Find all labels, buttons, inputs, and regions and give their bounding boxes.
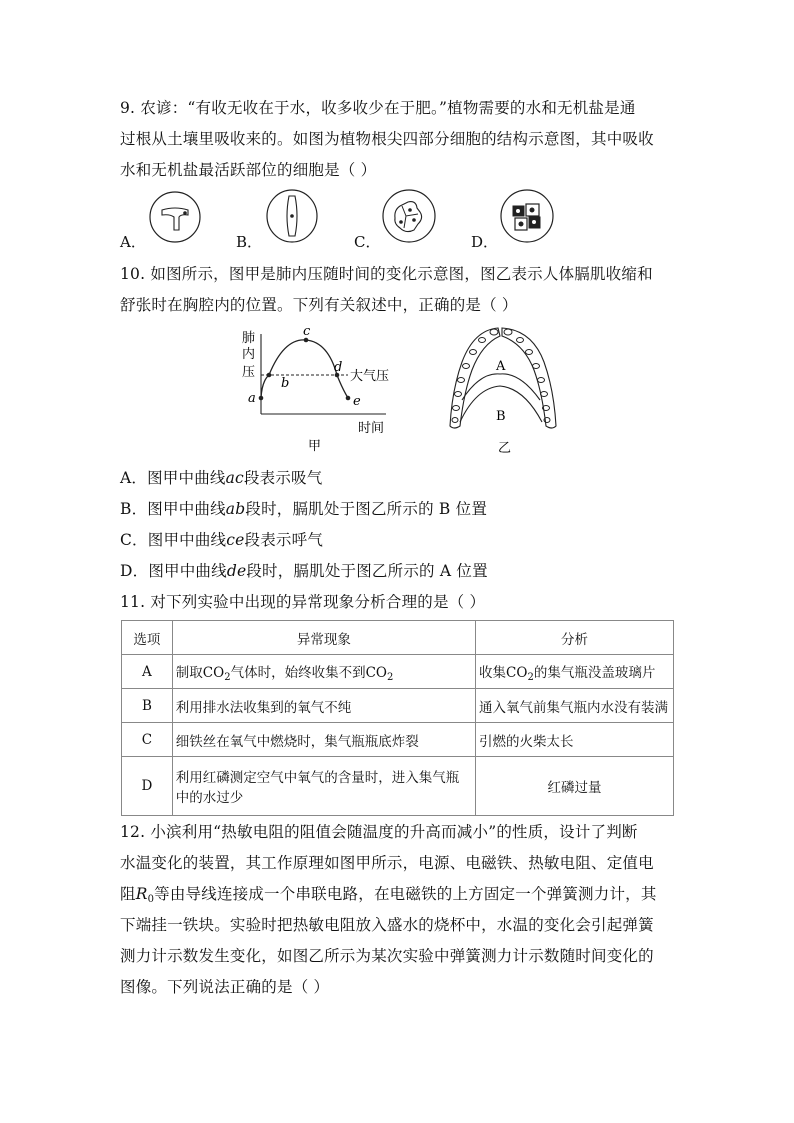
q9-option-c-label: C． (354, 233, 381, 251)
elongation-cell-image (264, 188, 320, 244)
row-c-phenomenon: 细铁丝在氧气中燃烧时，集气瓶瓶底炸裂 (172, 723, 475, 757)
thorax-diaphragm-diagram (440, 322, 570, 456)
q12-line-1: 12. 小滨利用“热敏电阻的阻值会随温度的升高而减小”的性质，设计了判断 (120, 823, 638, 841)
q11-stem: 11. 对下列实验中出现的异常现象分析合理的是（ ） (120, 593, 486, 611)
row-a-phenomenon: 制取$CO_2$气体时，始终收集不到$CO_2$ (172, 655, 475, 689)
header-analysis: 分析 (476, 621, 674, 655)
q10-option-d: D．图甲中曲线de段时，膈肌处于图乙所示的 A 位置 (120, 562, 488, 580)
row-d-analysis: 红磷过量 (476, 757, 674, 816)
diagram-caption: 乙 (498, 441, 512, 456)
q9-option-b-label: B． (236, 233, 263, 251)
graph-caption: 甲 (308, 439, 322, 454)
q12-line-6: 图像。下列说法正确的是（ ） (120, 978, 330, 996)
table-row (122, 723, 674, 757)
graph-point-b: b (281, 376, 290, 391)
root-cap-cell-image (148, 190, 204, 244)
meristem-cell-image (380, 188, 438, 244)
header-phenomenon: 异常现象 (172, 621, 475, 655)
q9-option-a-label: A． (120, 233, 146, 251)
row-a-analysis: 收集$CO_2$的集气瓶没盖玻璃片 (476, 655, 674, 689)
graph-ylabel-3: 压 (242, 365, 256, 380)
lung-pressure-graph (236, 326, 396, 456)
q10-option-c: C．图甲中曲线ce段表示呼气 (120, 531, 324, 549)
table-row (122, 655, 674, 689)
graph-ref-label: 大气压 (350, 369, 390, 384)
row-b-analysis: 通入氧气前集气瓶内水没有装满 (476, 689, 674, 723)
row-c-option: C (122, 723, 173, 757)
q12-line-2: 水温变化的装置，其工作原理如图甲所示，电源、电磁铁、热敏电阻、定值电 (120, 854, 654, 872)
graph-point-e: e (353, 394, 361, 409)
graph-point-c: c (303, 326, 311, 339)
graph-ylabel-1: 肺 (242, 331, 256, 346)
row-c-analysis: 引燃的火柴太长 (476, 723, 674, 757)
header-option: 选项 (122, 621, 173, 655)
q12-line-5: 测力计示数发生变化，如图乙所示为某次实验中弹簧测力计示数随时间变化的 (120, 947, 654, 965)
experiment-table (121, 620, 674, 816)
q10-line-2: 舒张时在胸腔内的位置。下列有关叙述中，正确的是（ ） (120, 296, 518, 314)
graph-point-d: d (334, 360, 343, 375)
graph-xlabel: 时间 (358, 421, 385, 436)
row-b-phenomenon: 利用排水法收集到的氧气不纯 (172, 689, 475, 723)
table-row (122, 689, 674, 723)
q12-line-3: 阻$R_0$等由导线连接成一个串联电路，在电磁铁的上方固定一个弹簧测力计，其 (120, 885, 657, 905)
graph-point-a: a (248, 391, 256, 406)
diagram-label-b: B (496, 409, 506, 424)
q10-option-a: A．图甲中曲线ac段表示吸气 (120, 469, 323, 487)
diagram-label-a: A (496, 359, 506, 374)
q9-line-3: 水和无机盐最活跃部位的细胞是（ ） (120, 161, 377, 179)
q9-line-2: 过根从土壤里吸收来的。如图为植物根尖四部分细胞的结构示意图，其中吸收 (120, 130, 654, 148)
q9-option-d-label: D． (471, 233, 499, 251)
q10-line-1: 10. 如图所示，图甲是肺内压随时间的变化示意图，图乙表示人体膈肌收缩和 (120, 265, 653, 283)
table-row (122, 757, 674, 816)
root-hair-cell-image (498, 188, 556, 244)
q12-line-4: 下端挂一铁块。实验时把热敏电阻放入盛水的烧杯中，水温的变化会引起弹簧 (120, 916, 654, 934)
row-d-phenomenon: 利用红磷测定空气中氧气的含量时，进入集气瓶 中的水过少 (172, 757, 475, 816)
graph-ylabel-2: 内 (242, 347, 256, 362)
q10-option-b: B．图甲中曲线ab段时，膈肌处于图乙所示的 B 位置 (120, 500, 488, 518)
row-d-option: D (122, 757, 173, 816)
row-b-option: B (122, 689, 173, 723)
table-header-row (122, 621, 674, 655)
row-a-option: A (122, 655, 173, 689)
q9-line-1: 9. 农谚：“有收无收在于水，收多收少在于肥。”植物需要的水和无机盐是通 (120, 99, 636, 117)
